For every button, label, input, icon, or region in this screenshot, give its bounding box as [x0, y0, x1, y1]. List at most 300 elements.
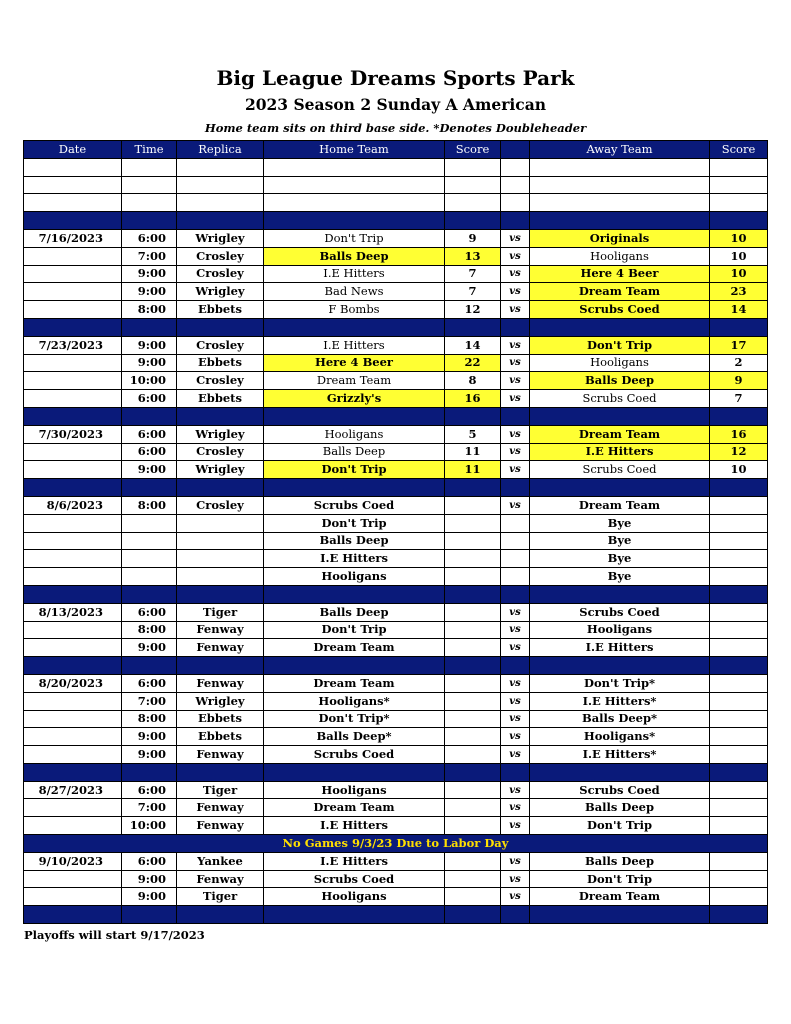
empty-cell	[177, 657, 264, 675]
home-team-note: Home team sits on third base side. *Denotes Doubleheader	[204, 121, 587, 135]
game-date	[24, 532, 122, 550]
col-home-score: Score	[445, 141, 501, 159]
empty-cell	[445, 657, 501, 675]
game-time: 6:00	[122, 443, 177, 461]
vs-label: vs	[501, 692, 530, 710]
empty-cell	[445, 479, 501, 497]
away-team: Don't Trip	[530, 817, 710, 835]
header-row	[24, 141, 768, 159]
empty-cell	[264, 212, 445, 230]
home-team: Hooligans	[264, 781, 445, 799]
playoffs-note: Playoffs will start 9/17/2023	[24, 928, 205, 942]
home-team: Grizzly's	[264, 390, 445, 408]
game-row	[24, 888, 768, 906]
game-time: 6:00	[122, 603, 177, 621]
away-team: Dream Team	[530, 496, 710, 514]
away-score	[710, 674, 768, 692]
game-time: 7:00	[122, 799, 177, 817]
game-time: 9:00	[122, 354, 177, 372]
home-team: Balls Deep	[264, 532, 445, 550]
game-date	[24, 372, 122, 390]
home-score	[445, 888, 501, 906]
away-team: Balls Deep	[530, 852, 710, 870]
col-home-team: Home Team	[264, 141, 445, 159]
empty-cell	[710, 158, 768, 176]
empty-cell	[122, 407, 177, 425]
empty-cell	[530, 318, 710, 336]
vs-label: vs	[501, 247, 530, 265]
away-team: Don't Trip	[530, 336, 710, 354]
away-team: Balls Deep	[530, 372, 710, 390]
game-time: 7:00	[122, 247, 177, 265]
away-team: Scrubs Coed	[530, 781, 710, 799]
home-team: Bad News	[264, 283, 445, 301]
home-score	[445, 674, 501, 692]
away-score	[710, 496, 768, 514]
home-team: Balls Deep	[264, 247, 445, 265]
empty-cell	[264, 194, 445, 212]
home-score	[445, 514, 501, 532]
empty-cell	[122, 585, 177, 603]
separator-row	[24, 906, 768, 924]
game-replica: Crosley	[177, 247, 264, 265]
away-team: Dream Team	[530, 425, 710, 443]
game-replica: Fenway	[177, 817, 264, 835]
col-vs	[501, 141, 530, 159]
empty-cell	[710, 194, 768, 212]
empty-cell	[24, 657, 122, 675]
blank-row	[24, 194, 768, 212]
game-date: 8/6/2023	[24, 496, 122, 514]
home-team: Hooligans	[264, 568, 445, 586]
empty-cell	[501, 906, 530, 924]
schedule-table	[23, 140, 768, 924]
empty-cell	[264, 585, 445, 603]
game-replica: Yankee	[177, 852, 264, 870]
home-team: I.E Hitters	[264, 550, 445, 568]
game-time: 6:00	[122, 781, 177, 799]
home-team: Don't Trip	[264, 514, 445, 532]
away-team: Scrubs Coed	[530, 461, 710, 479]
game-replica: Crosley	[177, 336, 264, 354]
home-score: 8	[445, 372, 501, 390]
away-team: Bye	[530, 532, 710, 550]
away-score: 23	[710, 283, 768, 301]
empty-cell	[24, 585, 122, 603]
vs-label: vs	[501, 603, 530, 621]
empty-cell	[122, 158, 177, 176]
away-score: 16	[710, 425, 768, 443]
game-date	[24, 568, 122, 586]
game-replica: Fenway	[177, 621, 264, 639]
game-row	[24, 639, 768, 657]
away-score	[710, 870, 768, 888]
notice-row	[24, 835, 768, 853]
empty-cell	[445, 158, 501, 176]
empty-cell	[177, 318, 264, 336]
home-score: 9	[445, 229, 501, 247]
empty-cell	[530, 479, 710, 497]
game-date	[24, 692, 122, 710]
game-time	[122, 550, 177, 568]
away-team: I.E Hitters*	[530, 692, 710, 710]
home-score	[445, 870, 501, 888]
empty-cell	[710, 479, 768, 497]
away-score	[710, 514, 768, 532]
away-score	[710, 639, 768, 657]
empty-cell	[530, 657, 710, 675]
game-row	[24, 870, 768, 888]
schedule-body	[24, 158, 768, 923]
game-date	[24, 390, 122, 408]
home-team: Hooligans	[264, 425, 445, 443]
col-time: Time	[122, 141, 177, 159]
game-row	[24, 496, 768, 514]
game-replica: Wrigley	[177, 461, 264, 479]
game-time	[122, 514, 177, 532]
game-date: 8/20/2023	[24, 674, 122, 692]
empty-cell	[530, 158, 710, 176]
game-time: 9:00	[122, 639, 177, 657]
home-team: I.E Hitters	[264, 336, 445, 354]
vs-label: vs	[501, 496, 530, 514]
empty-cell	[445, 906, 501, 924]
empty-cell	[122, 212, 177, 230]
empty-cell	[710, 763, 768, 781]
game-replica: Ebbets	[177, 301, 264, 319]
empty-cell	[24, 176, 122, 194]
empty-cell	[177, 906, 264, 924]
game-date	[24, 354, 122, 372]
game-replica: Fenway	[177, 799, 264, 817]
away-team: Bye	[530, 514, 710, 532]
home-team: Balls Deep	[264, 603, 445, 621]
home-team: Don't Trip	[264, 621, 445, 639]
vs-label	[501, 568, 530, 586]
home-score	[445, 496, 501, 514]
empty-cell	[445, 318, 501, 336]
game-replica: Ebbets	[177, 728, 264, 746]
game-replica: Crosley	[177, 265, 264, 283]
empty-cell	[177, 176, 264, 194]
separator-row	[24, 318, 768, 336]
empty-cell	[710, 906, 768, 924]
home-score: 13	[445, 247, 501, 265]
home-team: F Bombs	[264, 301, 445, 319]
away-score: 14	[710, 301, 768, 319]
away-team: I.E Hitters*	[530, 746, 710, 764]
game-row	[24, 852, 768, 870]
empty-cell	[445, 176, 501, 194]
home-team: I.E Hitters	[264, 852, 445, 870]
vs-label: vs	[501, 425, 530, 443]
away-team: Don't Trip*	[530, 674, 710, 692]
empty-cell	[501, 194, 530, 212]
empty-cell	[122, 194, 177, 212]
game-row	[24, 692, 768, 710]
game-time: 6:00	[122, 390, 177, 408]
empty-cell	[24, 906, 122, 924]
home-team: Scrubs Coed	[264, 496, 445, 514]
empty-cell	[501, 657, 530, 675]
game-replica: Ebbets	[177, 710, 264, 728]
empty-cell	[264, 906, 445, 924]
game-time: 8:00	[122, 621, 177, 639]
home-score: 7	[445, 265, 501, 283]
home-score: 22	[445, 354, 501, 372]
game-replica: Fenway	[177, 639, 264, 657]
empty-cell	[264, 763, 445, 781]
game-replica: Crosley	[177, 496, 264, 514]
game-row	[24, 301, 768, 319]
game-date	[24, 443, 122, 461]
empty-cell	[177, 158, 264, 176]
blank-row	[24, 158, 768, 176]
game-date	[24, 301, 122, 319]
empty-cell	[24, 212, 122, 230]
vs-label	[501, 532, 530, 550]
empty-cell	[122, 763, 177, 781]
empty-cell	[177, 763, 264, 781]
game-row	[24, 390, 768, 408]
empty-cell	[264, 176, 445, 194]
separator-row	[24, 585, 768, 603]
game-time: 8:00	[122, 710, 177, 728]
game-replica: Ebbets	[177, 354, 264, 372]
game-date	[24, 265, 122, 283]
away-team: Hooligans	[530, 354, 710, 372]
game-row	[24, 354, 768, 372]
empty-cell	[501, 763, 530, 781]
game-time: 9:00	[122, 728, 177, 746]
game-replica: Crosley	[177, 372, 264, 390]
away-team: Hooligans*	[530, 728, 710, 746]
vs-label: vs	[501, 461, 530, 479]
empty-cell	[264, 158, 445, 176]
home-score	[445, 692, 501, 710]
game-row	[24, 550, 768, 568]
game-replica: Tiger	[177, 888, 264, 906]
game-row	[24, 443, 768, 461]
vs-label: vs	[501, 621, 530, 639]
empty-cell	[501, 318, 530, 336]
game-date	[24, 888, 122, 906]
empty-cell	[710, 176, 768, 194]
home-team: Dream Team	[264, 799, 445, 817]
game-row	[24, 283, 768, 301]
game-date	[24, 514, 122, 532]
vs-label: vs	[501, 354, 530, 372]
empty-cell	[501, 479, 530, 497]
home-score: 11	[445, 443, 501, 461]
empty-cell	[177, 407, 264, 425]
vs-label	[501, 550, 530, 568]
empty-cell	[530, 906, 710, 924]
away-score: 10	[710, 461, 768, 479]
game-row	[24, 372, 768, 390]
home-score	[445, 568, 501, 586]
away-team: Dream Team	[530, 283, 710, 301]
empty-cell	[530, 585, 710, 603]
empty-cell	[710, 212, 768, 230]
game-replica: Tiger	[177, 603, 264, 621]
game-row	[24, 532, 768, 550]
vs-label: vs	[501, 870, 530, 888]
home-team: Don't Trip*	[264, 710, 445, 728]
home-score	[445, 603, 501, 621]
game-date	[24, 870, 122, 888]
empty-cell	[530, 407, 710, 425]
game-date: 8/13/2023	[24, 603, 122, 621]
game-replica: Fenway	[177, 674, 264, 692]
away-team: Don't Trip	[530, 870, 710, 888]
empty-cell	[122, 479, 177, 497]
game-row	[24, 514, 768, 532]
game-replica	[177, 532, 264, 550]
col-date: Date	[24, 141, 122, 159]
game-time: 8:00	[122, 496, 177, 514]
vs-label: vs	[501, 852, 530, 870]
away-score	[710, 710, 768, 728]
empty-cell	[710, 318, 768, 336]
game-date: 7/30/2023	[24, 425, 122, 443]
home-score: 16	[445, 390, 501, 408]
home-score	[445, 728, 501, 746]
away-score	[710, 603, 768, 621]
vs-label: vs	[501, 283, 530, 301]
home-team: Don't Trip	[264, 461, 445, 479]
home-team: I.E Hitters	[264, 265, 445, 283]
away-score: 9	[710, 372, 768, 390]
game-time: 9:00	[122, 870, 177, 888]
game-row	[24, 568, 768, 586]
home-score	[445, 746, 501, 764]
away-score	[710, 532, 768, 550]
game-replica: Ebbets	[177, 390, 264, 408]
vs-label: vs	[501, 781, 530, 799]
empty-cell	[445, 763, 501, 781]
away-score	[710, 852, 768, 870]
vs-label: vs	[501, 372, 530, 390]
home-team: Balls Deep	[264, 443, 445, 461]
away-team: Scrubs Coed	[530, 603, 710, 621]
away-team: Balls Deep	[530, 799, 710, 817]
document-subtitle: 2023 Season 2 Sunday A American	[244, 95, 547, 114]
away-score	[710, 781, 768, 799]
game-date: 8/27/2023	[24, 781, 122, 799]
empty-cell	[24, 194, 122, 212]
away-team: I.E Hitters	[530, 639, 710, 657]
game-time: 7:00	[122, 692, 177, 710]
game-time: 9:00	[122, 746, 177, 764]
game-row	[24, 728, 768, 746]
game-time: 9:00	[122, 283, 177, 301]
home-team: Hooligans	[264, 888, 445, 906]
empty-cell	[710, 585, 768, 603]
away-score: 7	[710, 390, 768, 408]
empty-cell	[122, 906, 177, 924]
empty-cell	[177, 479, 264, 497]
away-score: 12	[710, 443, 768, 461]
empty-cell	[177, 585, 264, 603]
home-team: Dream Team	[264, 372, 445, 390]
vs-label: vs	[501, 639, 530, 657]
vs-label: vs	[501, 336, 530, 354]
game-replica: Fenway	[177, 870, 264, 888]
vs-label: vs	[501, 265, 530, 283]
empty-cell	[445, 407, 501, 425]
away-score	[710, 817, 768, 835]
game-date: 7/16/2023	[24, 229, 122, 247]
home-score	[445, 550, 501, 568]
away-score	[710, 746, 768, 764]
away-score	[710, 550, 768, 568]
game-time: 6:00	[122, 674, 177, 692]
vs-label: vs	[501, 888, 530, 906]
away-score	[710, 888, 768, 906]
away-score: 2	[710, 354, 768, 372]
game-row	[24, 710, 768, 728]
game-row	[24, 799, 768, 817]
away-team: Bye	[530, 550, 710, 568]
home-team: Don't Trip	[264, 229, 445, 247]
empty-cell	[177, 212, 264, 230]
game-row	[24, 425, 768, 443]
home-score	[445, 799, 501, 817]
away-score: 17	[710, 336, 768, 354]
home-team: Scrubs Coed	[264, 746, 445, 764]
vs-label: vs	[501, 674, 530, 692]
home-score: 12	[445, 301, 501, 319]
game-row	[24, 247, 768, 265]
game-replica: Tiger	[177, 781, 264, 799]
home-score	[445, 781, 501, 799]
empty-cell	[710, 407, 768, 425]
home-score: 14	[445, 336, 501, 354]
empty-cell	[264, 407, 445, 425]
game-date	[24, 746, 122, 764]
separator-row	[24, 212, 768, 230]
game-date: 7/23/2023	[24, 336, 122, 354]
empty-cell	[24, 763, 122, 781]
game-date	[24, 550, 122, 568]
home-score	[445, 621, 501, 639]
home-team: Dream Team	[264, 639, 445, 657]
home-team: I.E Hitters	[264, 817, 445, 835]
vs-label: vs	[501, 746, 530, 764]
home-score	[445, 817, 501, 835]
empty-cell	[24, 407, 122, 425]
home-score: 11	[445, 461, 501, 479]
game-row	[24, 461, 768, 479]
away-team: Scrubs Coed	[530, 390, 710, 408]
away-team: Dream Team	[530, 888, 710, 906]
away-team: Here 4 Beer	[530, 265, 710, 283]
home-team: Balls Deep*	[264, 728, 445, 746]
empty-cell	[501, 158, 530, 176]
game-time: 9:00	[122, 336, 177, 354]
away-team: Hooligans	[530, 621, 710, 639]
empty-cell	[264, 657, 445, 675]
home-team: Scrubs Coed	[264, 870, 445, 888]
separator-row	[24, 763, 768, 781]
home-score	[445, 710, 501, 728]
separator-row	[24, 407, 768, 425]
away-score	[710, 728, 768, 746]
vs-label: vs	[501, 799, 530, 817]
vs-label: vs	[501, 443, 530, 461]
game-time: 6:00	[122, 229, 177, 247]
